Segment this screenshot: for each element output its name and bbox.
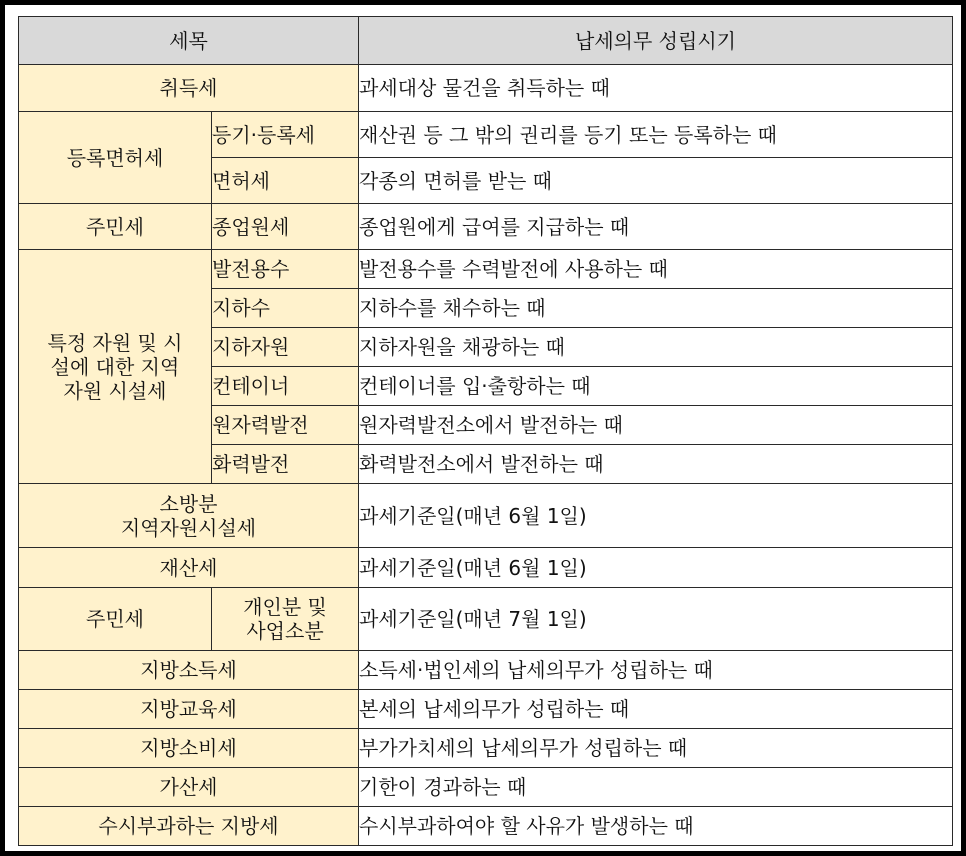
tax-name [19,484,359,548]
table-row [19,690,953,729]
liability-timing: 과세기준일(매년 7월 1일) [359,588,953,651]
tax-name: 취득세 [19,65,359,112]
table-row [19,729,953,768]
liability-timing: 지하자원을 채광하는 때 [359,328,953,367]
tax-subitem: 컨테이너 [212,367,359,406]
tax-subitem: 지하수 [212,289,359,328]
table-row [19,807,953,846]
tax-subitem: 화력발전 [212,445,359,484]
liability-timing: 원자력발전소에서 발전하는 때 [359,406,953,445]
tax-subitem: 면허세 [212,158,359,204]
table-row [19,651,953,690]
tax-name [19,250,212,484]
tax-subitem: 발전용수 [212,250,359,289]
tax-name: 등록면허세 [19,112,212,204]
tax-name: 수시부과하는 지방세 [19,807,359,846]
header-tax-item: 세목 [19,17,359,65]
tax-liability-table [18,16,953,846]
tax-name-line: 특정 자원 및 시 [47,330,183,355]
liability-timing: 과세대상 물건을 취득하는 때 [359,65,953,112]
tax-name: 지방교육세 [19,690,359,729]
liability-timing: 지하수를 채수하는 때 [359,289,953,328]
liability-timing: 과세기준일(매년 6월 1일) [359,484,953,548]
liability-timing: 기한이 경과하는 때 [359,768,953,807]
liability-timing: 화력발전소에서 발전하는 때 [359,445,953,484]
header-liability-timing: 납세의무 성립시기 [359,17,953,65]
tax-subitem-line: 개인분 및 [243,595,327,619]
tax-name: 지방소비세 [19,729,359,768]
tax-name: 주민세 [19,588,212,651]
table-row [19,112,953,158]
tax-subitem: 종업원세 [212,204,359,250]
table-row [19,768,953,807]
liability-timing: 본세의 납세의무가 성립하는 때 [359,690,953,729]
liability-timing: 부가가치세의 납세의무가 성립하는 때 [359,729,953,768]
tax-subitem: 원자력발전 [212,406,359,445]
table-row [19,548,953,588]
tax-subitem-line: 사업소분 [246,619,324,643]
liability-timing: 소득세·법인세의 납세의무가 성립하는 때 [359,651,953,690]
tax-subitem: 지하자원 [212,328,359,367]
tax-name-line: 지역자원시설세 [120,515,257,540]
tax-name-line: 소방분 [159,491,218,516]
liability-timing: 발전용수를 수력발전에 사용하는 때 [359,250,953,289]
liability-timing: 과세기준일(매년 6월 1일) [359,548,953,588]
liability-timing: 각종의 면허를 받는 때 [359,158,953,204]
table-row [19,588,953,651]
liability-timing: 수시부과하여야 할 사유가 발생하는 때 [359,807,953,846]
table-row [19,250,953,289]
tax-name: 재산세 [19,548,359,588]
tax-name: 가산세 [19,768,359,807]
tax-name: 지방소득세 [19,651,359,690]
liability-timing: 종업원에게 급여를 지급하는 때 [359,204,953,250]
liability-timing: 컨테이너를 입·출항하는 때 [359,367,953,406]
tax-subitem [212,588,359,651]
tax-name-line: 설에 대한 지역 [50,354,180,379]
table-row [19,65,953,112]
tax-name-line: 자원 시설세 [63,378,167,403]
table-header-row [19,17,953,65]
table-row [19,204,953,250]
table-row [19,484,953,548]
tax-subitem: 등기·등록세 [212,112,359,158]
tax-name: 주민세 [19,204,212,250]
liability-timing: 재산권 등 그 밖의 권리를 등기 또는 등록하는 때 [359,112,953,158]
